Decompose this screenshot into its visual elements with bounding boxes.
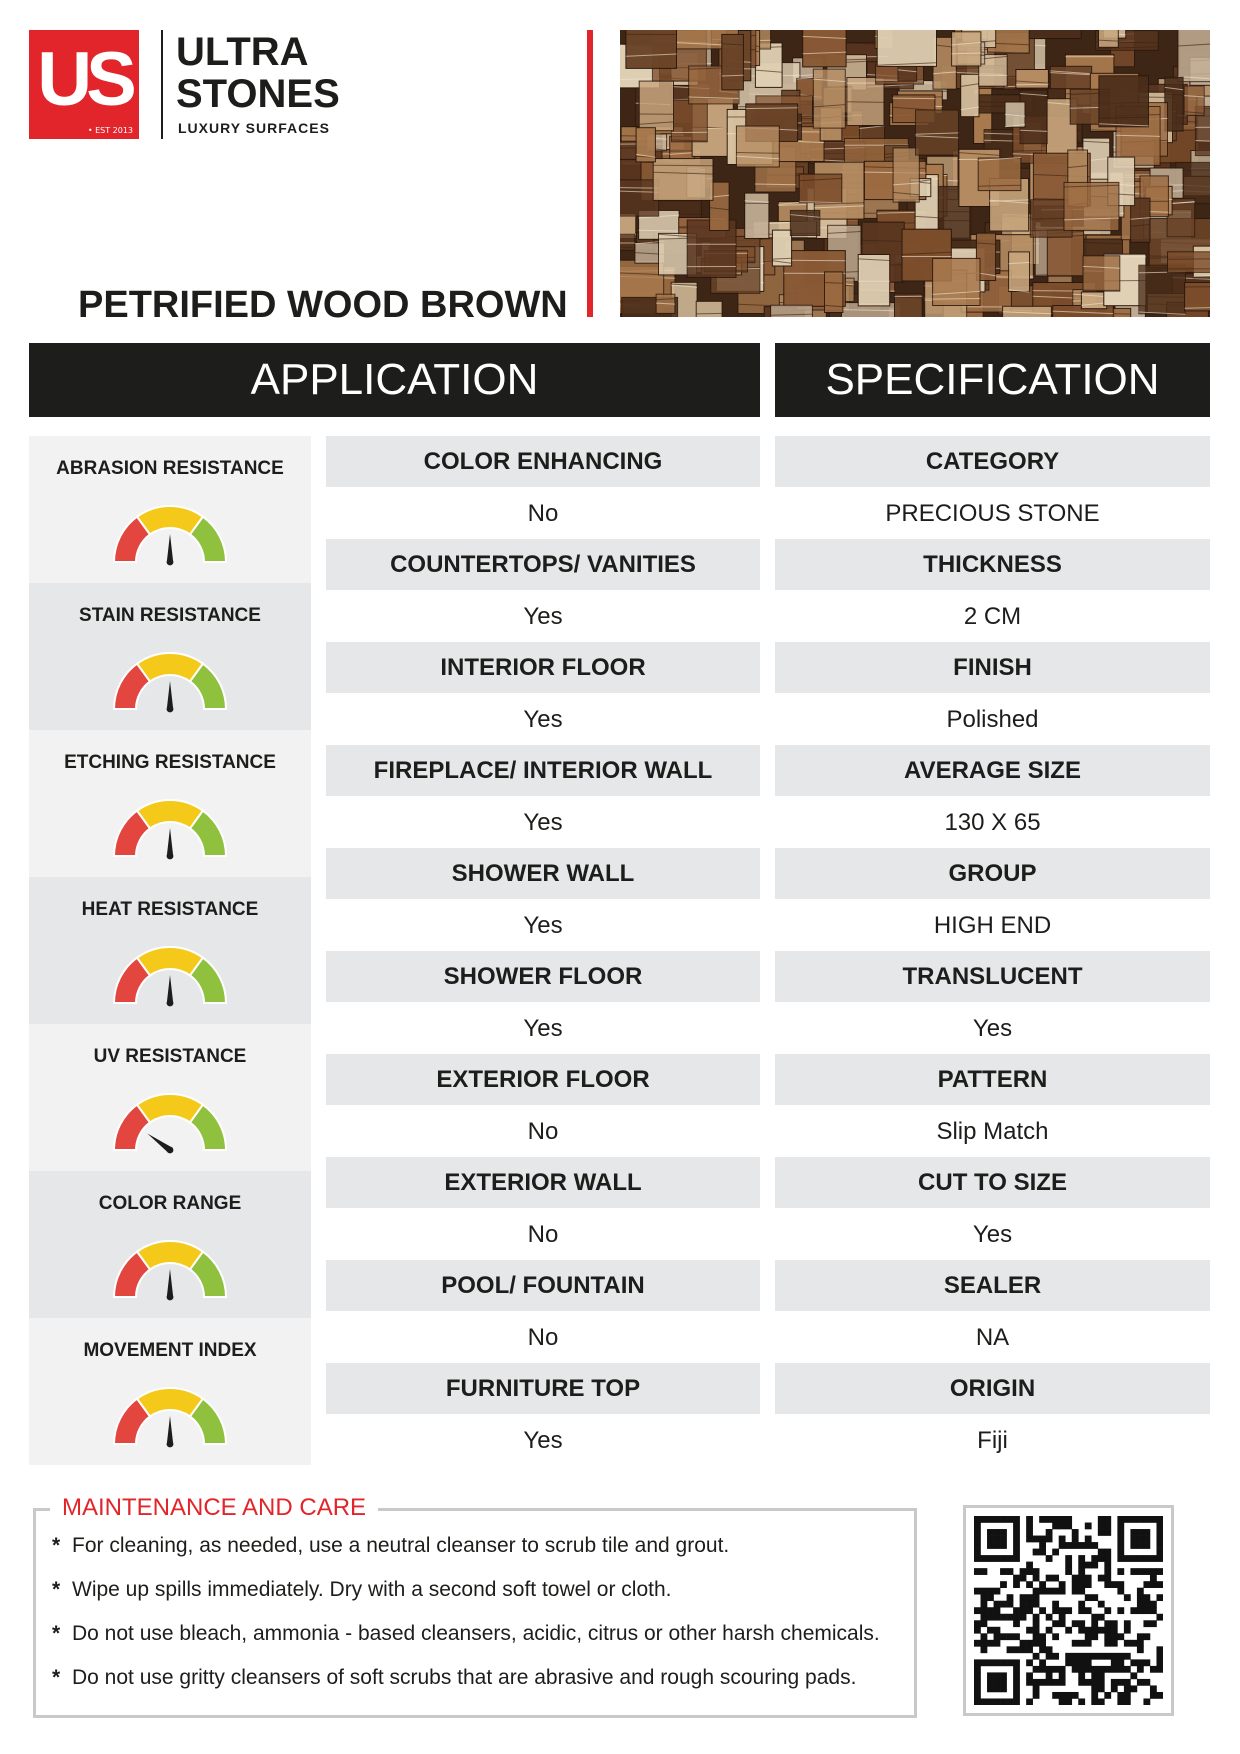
specification-label: PATTERN bbox=[775, 1054, 1210, 1105]
specification-value: Slip Match bbox=[775, 1106, 1210, 1157]
application-value: No bbox=[326, 1106, 760, 1157]
specification-label: ORIGIN bbox=[775, 1363, 1210, 1414]
application-value: No bbox=[326, 1209, 760, 1260]
specification-label: GROUP bbox=[775, 848, 1210, 899]
application-label: FURNITURE TOP bbox=[326, 1363, 760, 1414]
rating-label: UV RESISTANCE bbox=[93, 1046, 247, 1067]
specification-label: CATEGORY bbox=[775, 436, 1210, 487]
gauge-needle bbox=[167, 681, 173, 709]
application-label: SHOWER WALL bbox=[326, 848, 760, 899]
application-heading: APPLICATION bbox=[29, 343, 760, 417]
bullet-icon: * bbox=[52, 1622, 61, 1645]
specification-value: 130 X 65 bbox=[775, 797, 1210, 848]
maintenance-item bbox=[52, 1578, 672, 1602]
rating-label: COLOR RANGE bbox=[98, 1193, 242, 1214]
gauge-icon bbox=[113, 945, 227, 1007]
bullet-icon: * bbox=[52, 1666, 61, 1689]
brand-name-line2: STONES bbox=[176, 72, 340, 116]
specification-value: 2 CM bbox=[775, 591, 1210, 642]
application-label: POOL/ FOUNTAIN bbox=[326, 1260, 760, 1311]
gauge-icon bbox=[113, 1239, 227, 1301]
gauge-needle bbox=[167, 1269, 173, 1297]
brand-logo bbox=[29, 30, 139, 139]
rating-heat-resistance bbox=[29, 877, 311, 1024]
specification-value: Yes bbox=[775, 1209, 1210, 1260]
specification-label: FINISH bbox=[775, 642, 1210, 693]
application-label: EXTERIOR WALL bbox=[326, 1157, 760, 1208]
application-value: Yes bbox=[326, 900, 760, 951]
gauge-icon bbox=[113, 504, 227, 566]
rating-uv-resistance bbox=[29, 1024, 311, 1171]
maintenance-item bbox=[52, 1622, 880, 1646]
specification-value: NA bbox=[775, 1312, 1210, 1363]
maintenance-item bbox=[52, 1666, 856, 1690]
application-value: Yes bbox=[326, 797, 760, 848]
maintenance-text: Wipe up spills immediately. Dry with a second soft towel or cloth. bbox=[72, 1578, 672, 1601]
rating-abrasion-resistance bbox=[29, 436, 311, 583]
application-label: FIREPLACE/ INTERIOR WALL bbox=[326, 745, 760, 796]
application-label: SHOWER FLOOR bbox=[326, 951, 760, 1002]
bullet-icon: * bbox=[52, 1578, 61, 1601]
specification-value: Fiji bbox=[775, 1415, 1210, 1466]
gauge-icon bbox=[113, 1386, 227, 1448]
specification-heading: SPECIFICATION bbox=[775, 343, 1210, 417]
application-value: Yes bbox=[326, 591, 760, 642]
specification-label: AVERAGE SIZE bbox=[775, 745, 1210, 796]
specification-value: Yes bbox=[775, 1003, 1210, 1054]
product-title: PETRIFIED WOOD BROWN bbox=[78, 284, 568, 326]
rating-label: STAIN RESISTANCE bbox=[79, 605, 261, 626]
application-label: COUNTERTOPS/ VANITIES bbox=[326, 539, 760, 590]
brand-name-line1: ULTRA bbox=[176, 30, 309, 74]
gauge-icon bbox=[113, 651, 227, 713]
specification-value: PRECIOUS STONE bbox=[775, 488, 1210, 539]
gauge-needle bbox=[167, 975, 173, 1003]
rating-label: HEAT RESISTANCE bbox=[81, 899, 259, 920]
brand-tagline: LUXURY SURFACES bbox=[178, 120, 330, 136]
specification-label: CUT TO SIZE bbox=[775, 1157, 1210, 1208]
rating-stain-resistance bbox=[29, 583, 311, 730]
logo-mark: US bbox=[37, 37, 131, 122]
gauge-needle bbox=[167, 828, 173, 856]
gauge-icon bbox=[113, 798, 227, 860]
rating-movement-index bbox=[29, 1318, 311, 1465]
application-label: COLOR ENHANCING bbox=[326, 436, 760, 487]
qr-code-icon bbox=[974, 1516, 1163, 1705]
gauge-needle bbox=[167, 1416, 173, 1444]
application-value: Yes bbox=[326, 694, 760, 745]
specification-value: Polished bbox=[775, 694, 1210, 745]
bullet-icon: * bbox=[52, 1534, 61, 1557]
maintenance-text: For cleaning, as needed, use a neutral cleanser to scrub tile and grout. bbox=[72, 1534, 730, 1557]
maintenance-item bbox=[52, 1534, 729, 1558]
application-value: Yes bbox=[326, 1415, 760, 1466]
qr-code[interactable] bbox=[963, 1505, 1174, 1716]
specification-label: TRANSLUCENT bbox=[775, 951, 1210, 1002]
gauge-needle bbox=[167, 534, 173, 562]
application-value: No bbox=[326, 488, 760, 539]
accent-divider bbox=[587, 30, 593, 317]
maintenance-text: Do not use bleach, ammonia - based cleansers, acidic, citrus or other harsh chemicals. bbox=[72, 1622, 880, 1645]
application-label: EXTERIOR FLOOR bbox=[326, 1054, 760, 1105]
gauge-icon bbox=[113, 1092, 227, 1154]
stone-sample-image bbox=[620, 30, 1210, 317]
maintenance-title: MAINTENANCE AND CARE bbox=[50, 1494, 378, 1522]
application-value: No bbox=[326, 1312, 760, 1363]
maintenance-text: Do not use gritty cleansers of soft scrubs that are abrasive and rough scouring pads. bbox=[72, 1666, 857, 1689]
rating-label: MOVEMENT INDEX bbox=[83, 1340, 257, 1361]
specification-label: THICKNESS bbox=[775, 539, 1210, 590]
specification-value: HIGH END bbox=[775, 900, 1210, 951]
application-label: INTERIOR FLOOR bbox=[326, 642, 760, 693]
rating-label: ETCHING RESISTANCE bbox=[64, 752, 276, 773]
rating-etching-resistance bbox=[29, 730, 311, 877]
logo-established: • EST 2013 bbox=[87, 126, 133, 135]
specification-label: SEALER bbox=[775, 1260, 1210, 1311]
rating-label: ABRASION RESISTANCE bbox=[56, 458, 284, 479]
rating-color-range bbox=[29, 1171, 311, 1318]
application-value: Yes bbox=[326, 1003, 760, 1054]
logo-divider bbox=[161, 30, 163, 139]
